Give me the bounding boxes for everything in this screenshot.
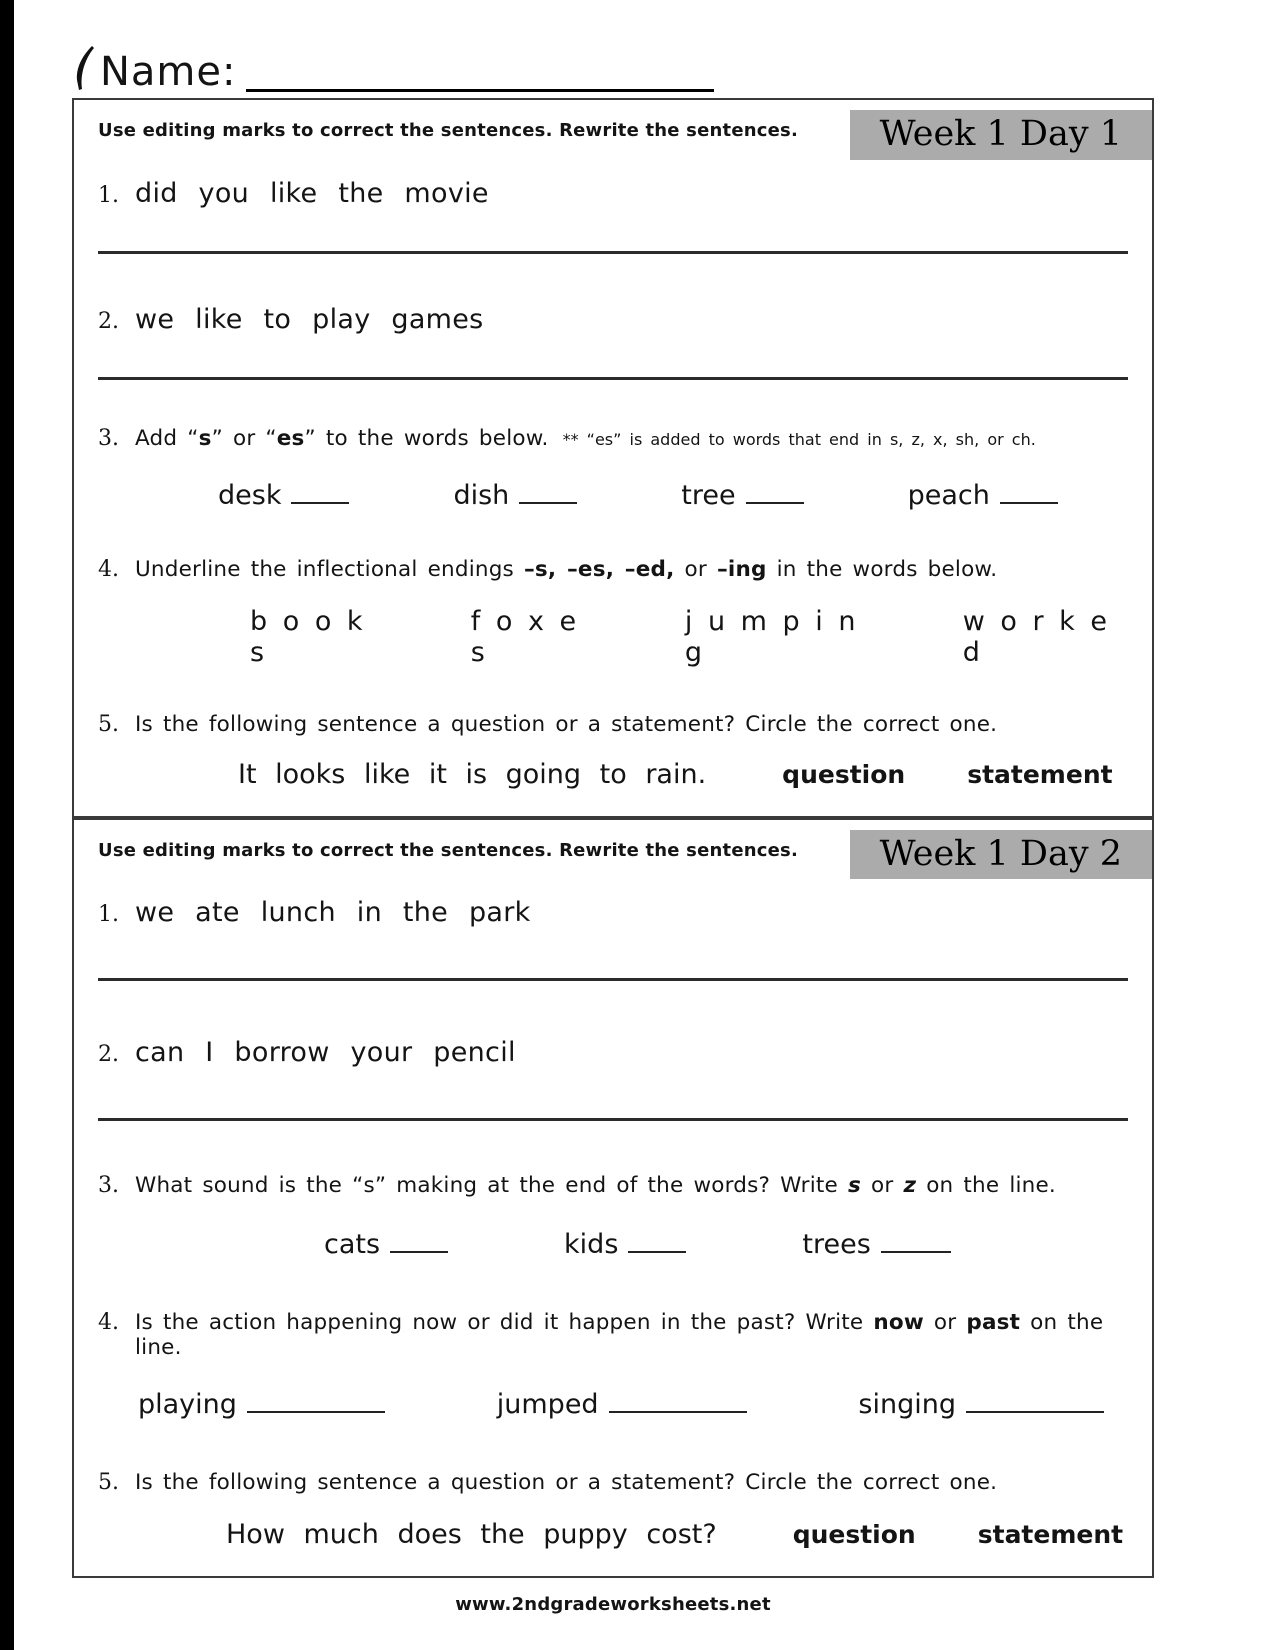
question-row (98, 426, 1128, 451)
fill-in-item (497, 1386, 747, 1420)
question-number: 3. (98, 1173, 119, 1198)
question-text: Is the following sentence a question or a statement? Circle the correct one. (135, 1470, 998, 1495)
fill-in-item (908, 477, 1058, 511)
name-write-line (246, 52, 714, 92)
worksheet-content (72, 36, 1154, 1615)
fill-in-item (324, 1226, 448, 1260)
question-text: Is the following sentence a question or a statement? Circle the correct one. (135, 711, 998, 737)
answer-line (98, 251, 1128, 254)
question-row (98, 712, 1128, 737)
question-number: 1. (98, 902, 119, 927)
question-text: did you like the movie (135, 177, 489, 209)
answer-blank (247, 1386, 385, 1413)
circle-choice-row (238, 759, 1128, 790)
question-text: we ate lunch in the park (135, 897, 531, 928)
fill-word: jumped (496, 1389, 599, 1420)
answer-blank (291, 477, 349, 504)
target-word: b o o k s (250, 605, 363, 668)
question-number: 3. (98, 425, 119, 451)
section-header (98, 112, 1128, 160)
fill-in-item (564, 1226, 686, 1260)
fill-word: desk (218, 479, 282, 511)
fill-word: singing (858, 1389, 956, 1420)
answer-line (98, 978, 1128, 981)
circle-choice-row (226, 1519, 1128, 1550)
answer-blank (1000, 477, 1058, 504)
question-row (98, 1310, 1128, 1360)
question-text: we like to play games (135, 303, 484, 335)
fill-word: kids (564, 1229, 619, 1260)
question-row (98, 557, 1128, 582)
name-label: Name: (100, 49, 237, 95)
question-text: Add “s” or “es” to the words below. ** “es” is added to words that end in s, z, x, sh, or ch. (135, 425, 1036, 451)
target-word: w o r k e d (962, 605, 1107, 668)
answer-line (98, 377, 1128, 380)
section-week1-day2 (72, 818, 1154, 1579)
target-word: j u m p i n g (684, 605, 856, 668)
fill-in-item (138, 1386, 385, 1420)
section-week1-day1 (72, 98, 1154, 818)
answer-line (98, 1118, 1128, 1121)
question-text: can I borrow your pencil (135, 1037, 516, 1068)
instructions-text: Use editing marks to correct the sentences. Rewrite the sentences. (98, 839, 798, 861)
answer-blank (966, 1386, 1104, 1413)
fill-word: tree (681, 479, 736, 511)
answer-blank (881, 1226, 951, 1253)
option-statement: statement (977, 1520, 1124, 1549)
answer-blank (390, 1226, 448, 1253)
question-number: 2. (98, 1042, 119, 1067)
fill-in-item (858, 1386, 1104, 1420)
fill-in-row (218, 477, 1128, 511)
footer-url: www.2ndgradeworksheets.net (455, 1594, 771, 1615)
instructions-text: Use editing marks to correct the sentences. Rewrite the sentences. (98, 120, 798, 141)
fill-word: playing (138, 1389, 237, 1420)
section-header (98, 832, 1128, 880)
answer-blank (628, 1226, 686, 1253)
answer-blank (609, 1386, 747, 1413)
question-number: 5. (98, 1470, 119, 1495)
question-number: 1. (98, 182, 119, 208)
option-question: question (792, 1520, 916, 1549)
fill-in-row (324, 1226, 1128, 1260)
fill-in-item (453, 477, 577, 511)
question-row (98, 304, 1128, 335)
target-word: f o x e s (470, 605, 577, 668)
question-row (98, 897, 1128, 928)
fill-word: peach (907, 479, 990, 511)
question-text: What sound is the “s” making at the end of the words? Write s or z on the line. (135, 1173, 1056, 1198)
question-text: Underline the inflectional endings –s, –es, –ed, or –ing in the words below. (135, 556, 998, 582)
answer-blank (519, 477, 577, 504)
fill-word: trees (802, 1229, 871, 1260)
sentence-text: How much does the puppy cost? (226, 1519, 717, 1550)
left-edge-bar (0, 0, 14, 1650)
fill-word: cats (324, 1229, 381, 1260)
sentence-text: It looks like it is going to rain. (238, 758, 707, 790)
answer-blank (746, 477, 804, 504)
question-number: 4. (98, 1310, 119, 1335)
week-day-badge: Week 1 Day 1 (850, 110, 1152, 160)
option-question: question (782, 759, 906, 789)
fill-in-item (218, 477, 349, 511)
name-row (72, 36, 1154, 95)
quill-icon (72, 44, 96, 96)
fill-in-row (138, 1386, 1104, 1420)
question-note: ** “es” is added to words that end in s, z, x, sh, or ch. (562, 429, 1036, 449)
question-number: 4. (98, 556, 119, 582)
question-number: 5. (98, 711, 119, 737)
week-day-badge: Week 1 Day 2 (850, 830, 1152, 880)
question-row (98, 1470, 1128, 1495)
question-row (98, 1173, 1128, 1198)
option-statement: statement (967, 759, 1113, 789)
question-row (98, 1037, 1128, 1068)
question-number: 2. (98, 308, 119, 334)
question-row (98, 178, 1128, 209)
fill-in-item (681, 477, 803, 511)
fill-word: dish (453, 479, 510, 511)
fill-in-item (802, 1226, 950, 1260)
question-text: Is the action happening now or did it happen in the past? Write now or past on the line. (135, 1310, 1104, 1360)
word-list-row (250, 606, 1128, 668)
